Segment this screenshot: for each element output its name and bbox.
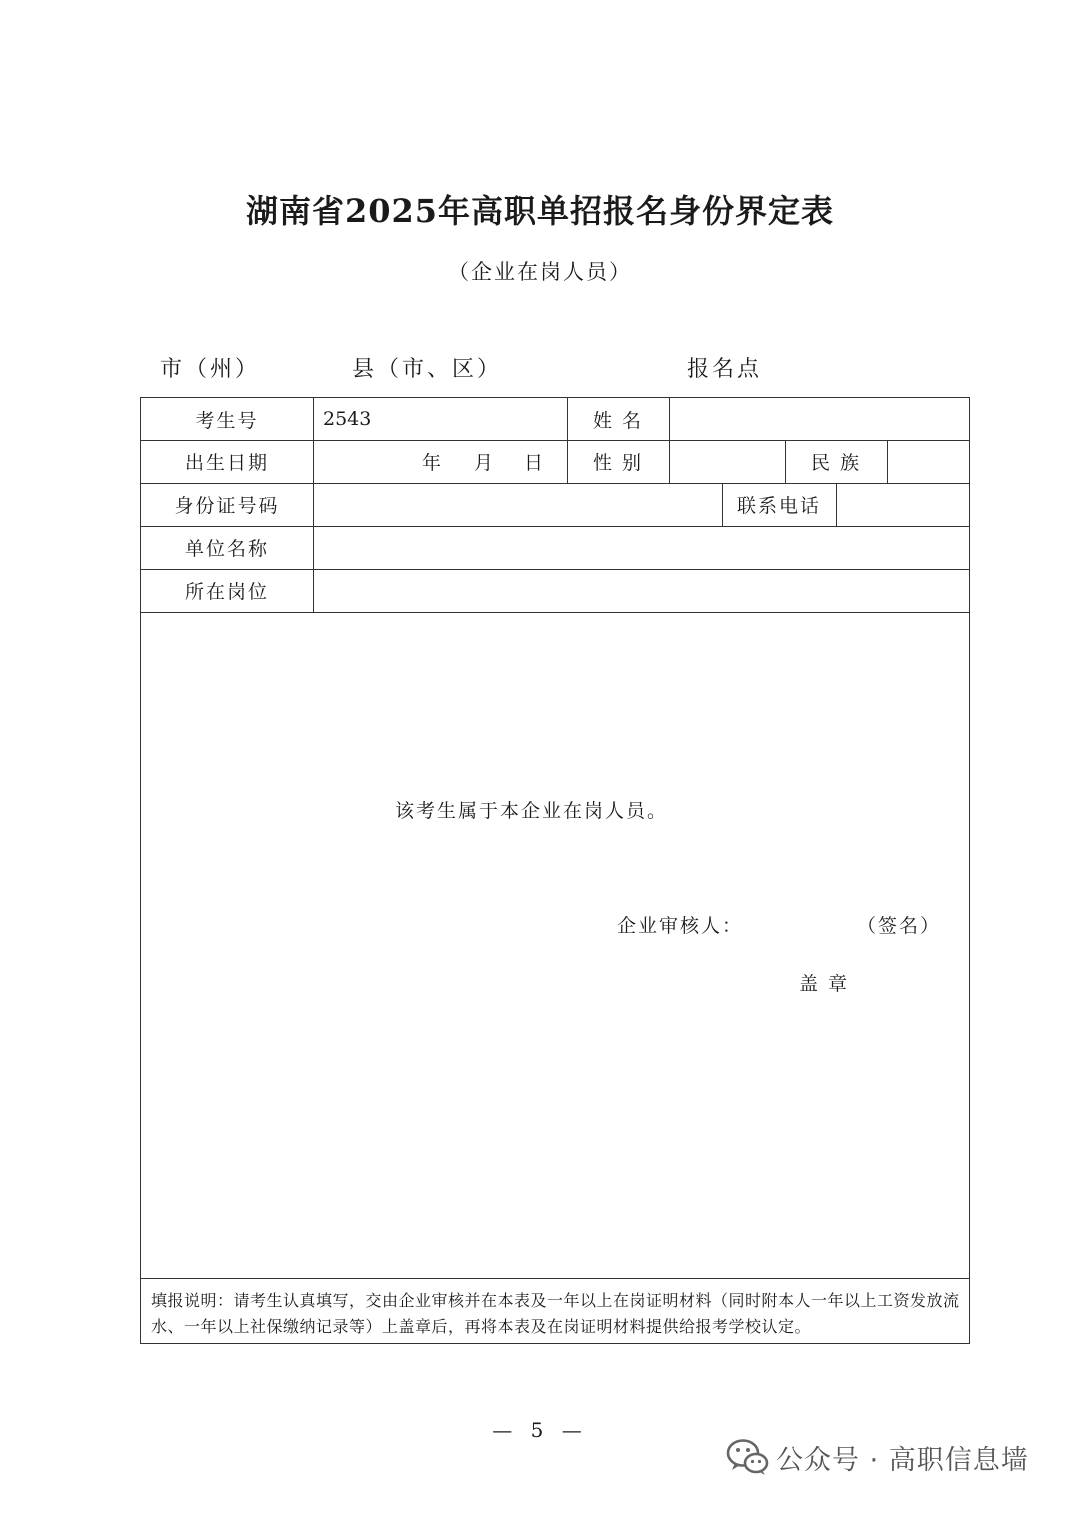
region-county-label: 县（市、区） (352, 357, 503, 382)
id-number-field[interactable] (314, 483, 722, 526)
exam-number-field[interactable]: 2543 (323, 408, 372, 430)
company-name-field[interactable] (314, 526, 969, 569)
document-subtitle: （企业在岗人员） (448, 260, 632, 284)
ethnicity-field[interactable] (888, 440, 969, 483)
phone-field[interactable] (837, 483, 969, 526)
filling-instructions: 填报说明：请考生认真填写，交由企业审核并在本表及一年以上在岗证明材料（同时附本人一年以上工资发放流水、一年以上社保缴纳记录等）上盖章后，再将本表及在岗证明材料提供给报考学校认定。 (151, 1291, 960, 1336)
wechat-icon (726, 1437, 770, 1477)
name-field[interactable] (670, 398, 969, 440)
region-city-label: 市（州） (160, 357, 261, 382)
document-title: 湖南省2025年高职单招报名身份界定表 (245, 192, 835, 230)
phone-label: 联系电话 (736, 495, 821, 517)
gender-label: 性 别 (592, 452, 644, 474)
reviewer-signature-field[interactable] (729, 908, 849, 936)
seal-label: 盖 章 (799, 973, 850, 995)
position-label: 所在岗位 (184, 581, 269, 603)
reviewer-label: 企业审核人： (617, 915, 744, 937)
watermark (726, 1434, 1029, 1480)
identity-form-table (140, 397, 970, 1344)
id-number-label: 身份证号码 (174, 495, 280, 517)
position-field[interactable] (314, 569, 969, 612)
name-label: 姓 名 (592, 409, 644, 432)
page-number: — 5 — (492, 1418, 588, 1442)
gender-field[interactable] (670, 440, 785, 483)
exam-number-label: 考生号 (195, 409, 259, 432)
birth-year-unit: 年 (422, 452, 444, 474)
birth-date-field[interactable] (314, 440, 567, 483)
company-name-label: 单位名称 (184, 538, 269, 560)
ethnicity-label: 民 族 (810, 452, 862, 474)
certification-statement: 该考生属于本企业在岗人员。 (395, 800, 669, 822)
birth-day-unit: 日 (524, 452, 546, 474)
watermark-text: 公众号 · 高职信息墙 (776, 1444, 1029, 1476)
region-site-label: 报名点 (687, 357, 763, 382)
birth-date-label: 出生日期 (184, 452, 269, 474)
birth-month-unit: 月 (474, 452, 496, 474)
signature-label: （签名） (857, 915, 942, 937)
